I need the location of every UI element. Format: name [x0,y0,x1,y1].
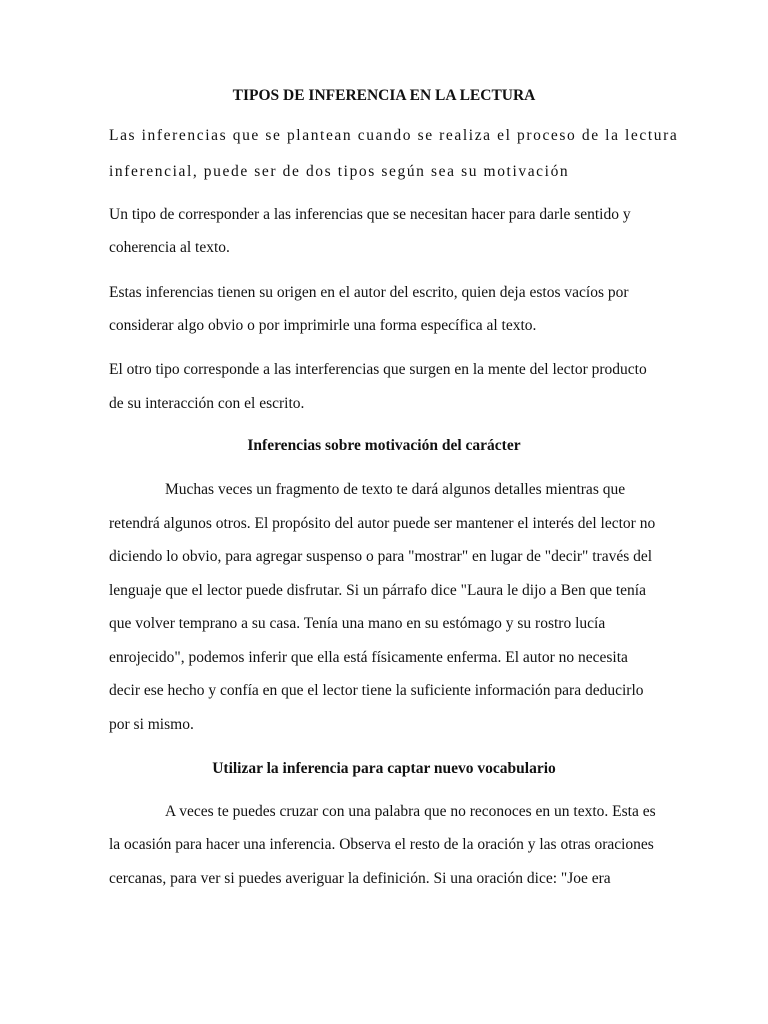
section1-line-3: diciendo lo obvio, para agregar suspenso o para "mostrar" en lugar de "decir" través del [109,548,653,565]
section1-line-1: Muchas veces un fragmento de texto te dará algunos detalles mientras que [165,481,626,498]
section1-heading: Inferencias sobre motivación del carácter [247,437,521,454]
section1-line-4: lenguaje que el lector puede disfrutar. Si un párrafo dice "Laura le dijo a Ben que tenía [109,582,646,599]
para1-line-1: Un tipo de corresponder a las inferencias que se necesitan hacer para darle sentido y [109,206,631,223]
document-title: TIPOS DE INFERENCIA EN LA LECTURA [232,87,536,104]
section2-line-3: cercanas, para ver si puedes averiguar la definición. Si una oración dice: "Joe era [109,870,611,887]
section2-heading: Utilizar la inferencia para captar nuevo vocabulario [212,760,556,777]
section1-line-2: retendrá algunos otros. El propósito del autor puede ser mantener el interés del lector no [109,515,656,532]
section2-line-1: A veces te puedes cruzar con una palabra que no reconoces en un texto. Esta es [165,803,656,820]
para2-line-2: considerar algo obvio o por imprimirle una forma específica al texto. [109,317,537,334]
para2-line-1: Estas inferencias tienen su origen en el autor del escrito, quien deja estos vacíos por [109,284,629,301]
para3-line-2: de su interacción con el escrito. [109,395,305,412]
section1-line-6: enrojecido", podemos inferir que ella está físicamente enferma. El autor no necesita [109,649,628,666]
section1-line-8: por si mismo. [109,716,194,733]
intro-line-2: inferencial, puede ser de dos tipos según sea su motivación [109,163,570,180]
section1-line-7: decir ese hecho y confía en que el lector tiene la suficiente información para deducirlo [109,682,644,699]
section1-line-5: que volver temprano a su casa. Tenía una mano en su estómago y su rostro lucía [109,615,606,632]
para1-line-2: coherencia al texto. [109,239,230,256]
para3-line-1: El otro tipo corresponde a las interferencias que surgen en la mente del lector producto [109,361,647,378]
section2-line-2: la ocasión para hacer una inferencia. Observa el resto de la oración y las otras oraciones [109,836,654,853]
intro-line-1: Las inferencias que se plantean cuando se realiza el proceso de la lectura [109,127,679,144]
